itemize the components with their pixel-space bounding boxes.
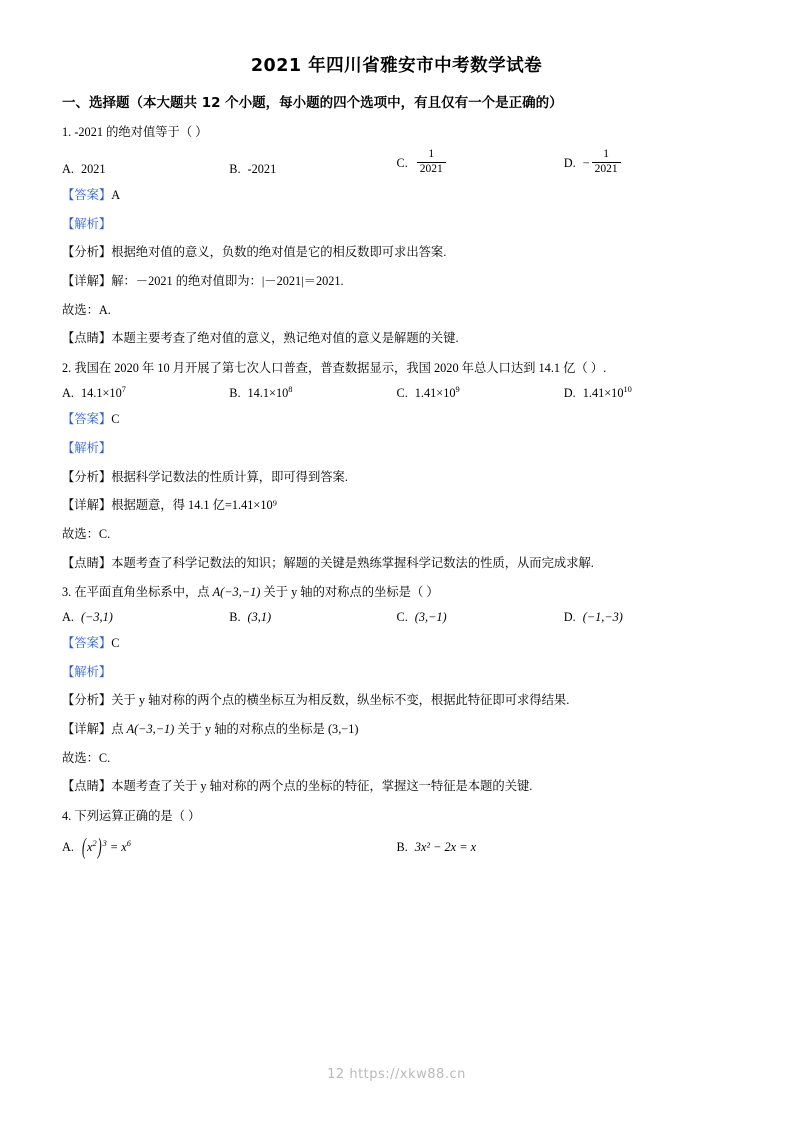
detail-label: 【详解】 (62, 273, 112, 288)
analysis-tag: 【解析】 (62, 664, 112, 679)
tip-text: 本题考查了关于 y 轴对称的两个点的坐标的特征，掌握这一特征是本题的关键. (111, 779, 533, 794)
option-c[interactable] (397, 149, 564, 176)
watermark: 12 https://xkw88.cn (327, 1067, 466, 1082)
detail-text-pre: 点 (111, 721, 127, 736)
question-number: 4. (62, 808, 72, 823)
option-d[interactable] (564, 149, 731, 176)
option-text: $1.41\times 10^{10}$ (582, 385, 632, 401)
analysis-tag-line (62, 663, 731, 683)
options-row (62, 149, 731, 176)
detail-line (62, 720, 731, 740)
question-block-1 (62, 123, 731, 349)
question-text: 下列运算正确的是（ ） (74, 808, 201, 823)
option-label: A. (62, 385, 74, 400)
option-c[interactable] (397, 385, 564, 401)
option-label: A. (62, 609, 74, 624)
fraction-denominator: 2021 (417, 162, 446, 176)
fraction-sign: − (582, 155, 590, 170)
answer-label: 【答案】 (62, 412, 112, 427)
options-row (62, 385, 731, 401)
answer-value: C (111, 635, 120, 650)
options-row (62, 833, 731, 861)
conclusion-line (62, 749, 731, 769)
tip-line (62, 554, 731, 574)
option-a[interactable] (62, 162, 229, 177)
analysis-label: 【分析】 (62, 469, 112, 484)
detail-label: 【详解】 (62, 721, 112, 736)
analysis-label: 【分析】 (62, 245, 112, 260)
answer-value: C (111, 412, 120, 427)
analysis-label: 【分析】 (62, 693, 112, 708)
option-label: D. (563, 385, 576, 400)
option-text: (3,1) (247, 609, 272, 624)
option-a[interactable] (62, 833, 397, 861)
analysis-tag: 【解析】 (62, 441, 112, 456)
option-a[interactable] (62, 610, 229, 625)
option-label: A. (62, 161, 74, 176)
option-label: B. (229, 385, 241, 400)
page-title: 2021 年四川省雅安市中考数学试卷 (250, 56, 543, 76)
question-number: 2. (62, 360, 72, 375)
option-label: D. (563, 155, 576, 170)
analysis-line (62, 243, 731, 263)
option-text: -2021 (247, 161, 277, 176)
option-label: C. (396, 385, 408, 400)
answer-line (62, 410, 731, 430)
conclusion-value: A. (98, 302, 111, 317)
conclusion-label: 故选： (62, 302, 99, 317)
conclusion-label: 故选： (62, 750, 99, 765)
option-math: 3x² − 2x = x (414, 840, 477, 855)
analysis-line (62, 468, 731, 488)
question-number: 1. (62, 125, 72, 139)
option-b[interactable] (229, 610, 396, 625)
fraction-numerator: 1 (603, 148, 610, 161)
detail-label: 【详解】 (62, 498, 112, 513)
tip-text: 本题考查了科学记数法的知识；解题的关键是熟练掌握科学记数法的性质，从而完成求解. (111, 555, 594, 570)
option-a[interactable] (62, 385, 229, 401)
options-row (62, 610, 731, 625)
answer-line (62, 634, 731, 654)
tip-line (62, 329, 731, 349)
conclusion-line (62, 525, 731, 545)
option-math: $(x^2)^3 = x^6$ (81, 833, 131, 861)
detail-math: A(−3,−1) (126, 721, 175, 736)
fraction-numerator: 1 (428, 148, 435, 161)
option-label: B. (229, 161, 241, 176)
analysis-tag: 【解析】 (62, 216, 112, 231)
fraction (417, 148, 446, 175)
analysis-line (62, 691, 731, 711)
question-text: 我国在 2020 年 10 月开展了第七次人口普查，普查数据显示，我国 2020 年总人口达到 14.1 亿（ ）. (74, 360, 607, 375)
question-block-2 (62, 359, 731, 574)
question-number: 3. (62, 585, 72, 600)
analysis-tag-line (62, 215, 731, 235)
tip-text: 本题主要考查了绝对值的意义，熟记绝对值的意义是解题的关键. (111, 331, 459, 346)
analysis-text: 根据科学记数法的性质计算，即可得到答案. (111, 469, 348, 484)
conclusion-value: C. (98, 527, 111, 542)
detail-line (62, 496, 731, 516)
analysis-text: 根据绝对值的意义，负数的绝对值是它的相反数即可求出答案. (111, 245, 447, 260)
question-block-3 (62, 583, 731, 796)
option-text: (−1,−3) (582, 609, 623, 624)
question-text-post: 关于 y 轴的对称点的坐标是（ ） (260, 585, 439, 600)
option-text: (−3,1) (80, 609, 113, 624)
conclusion-label: 故选： (62, 527, 99, 542)
question-text: -2021 的绝对值等于（ ） (74, 125, 208, 139)
question-stem (62, 359, 731, 377)
answer-label: 【答案】 (62, 635, 112, 650)
fraction-denominator: 2021 (592, 162, 621, 176)
question-math: A(−3,−1) (212, 585, 261, 600)
conclusion-line (62, 301, 731, 321)
answer-label: 【答案】 (62, 187, 112, 202)
option-label: B. (229, 609, 241, 624)
conclusion-value: C. (98, 750, 111, 765)
analysis-text: 关于 y 轴对称的两个点的横坐标互为相反数，纵坐标不变，根据此特征即可求得结果. (111, 693, 570, 708)
detail-text-post: 关于 y 轴的对称点的坐标是 (3,−1) (174, 721, 359, 736)
detail-line (62, 272, 731, 292)
tip-label: 【点睛】 (62, 331, 112, 346)
answer-line (62, 186, 731, 206)
option-c[interactable] (397, 610, 564, 625)
option-label: C. (396, 609, 408, 624)
option-b[interactable] (229, 162, 396, 177)
question-stem (62, 807, 731, 825)
question-stem (62, 583, 731, 601)
option-d[interactable] (564, 385, 731, 401)
option-label: D. (563, 609, 576, 624)
option-text: (3,−1) (414, 609, 447, 624)
option-text: $1.41\times 10^9$ (414, 385, 460, 401)
option-label: A. (62, 839, 74, 854)
option-b[interactable] (229, 385, 396, 401)
fraction (592, 148, 621, 175)
option-label: C. (396, 155, 408, 170)
option-text: $14.1\times 10^7$ (80, 385, 126, 401)
option-text: 2021 (80, 161, 106, 176)
option-d[interactable] (564, 610, 731, 625)
answer-value: A (111, 187, 121, 202)
question-block-4 (62, 807, 731, 861)
option-text: $14.1\times 10^8$ (247, 385, 293, 401)
question-stem (62, 123, 731, 141)
section-heading: 一、选择题（本大题共 12 个小题，每小题的四个选项中，有且仅有一个是正确的） (62, 95, 563, 111)
option-b[interactable] (397, 840, 732, 855)
tip-label: 【点睛】 (62, 555, 112, 570)
analysis-tag-line (62, 439, 731, 459)
tip-label: 【点睛】 (62, 779, 112, 794)
tip-line (62, 777, 731, 797)
option-label: B. (396, 840, 408, 855)
question-text-pre: 在平面直角坐标系中，点 (74, 585, 213, 600)
detail-text: 根据题意，得 14.1 亿=1.41×10⁹ (111, 498, 277, 513)
detail-text: 解：－2021 的绝对值即为：|－2021|＝2021. (111, 273, 344, 288)
